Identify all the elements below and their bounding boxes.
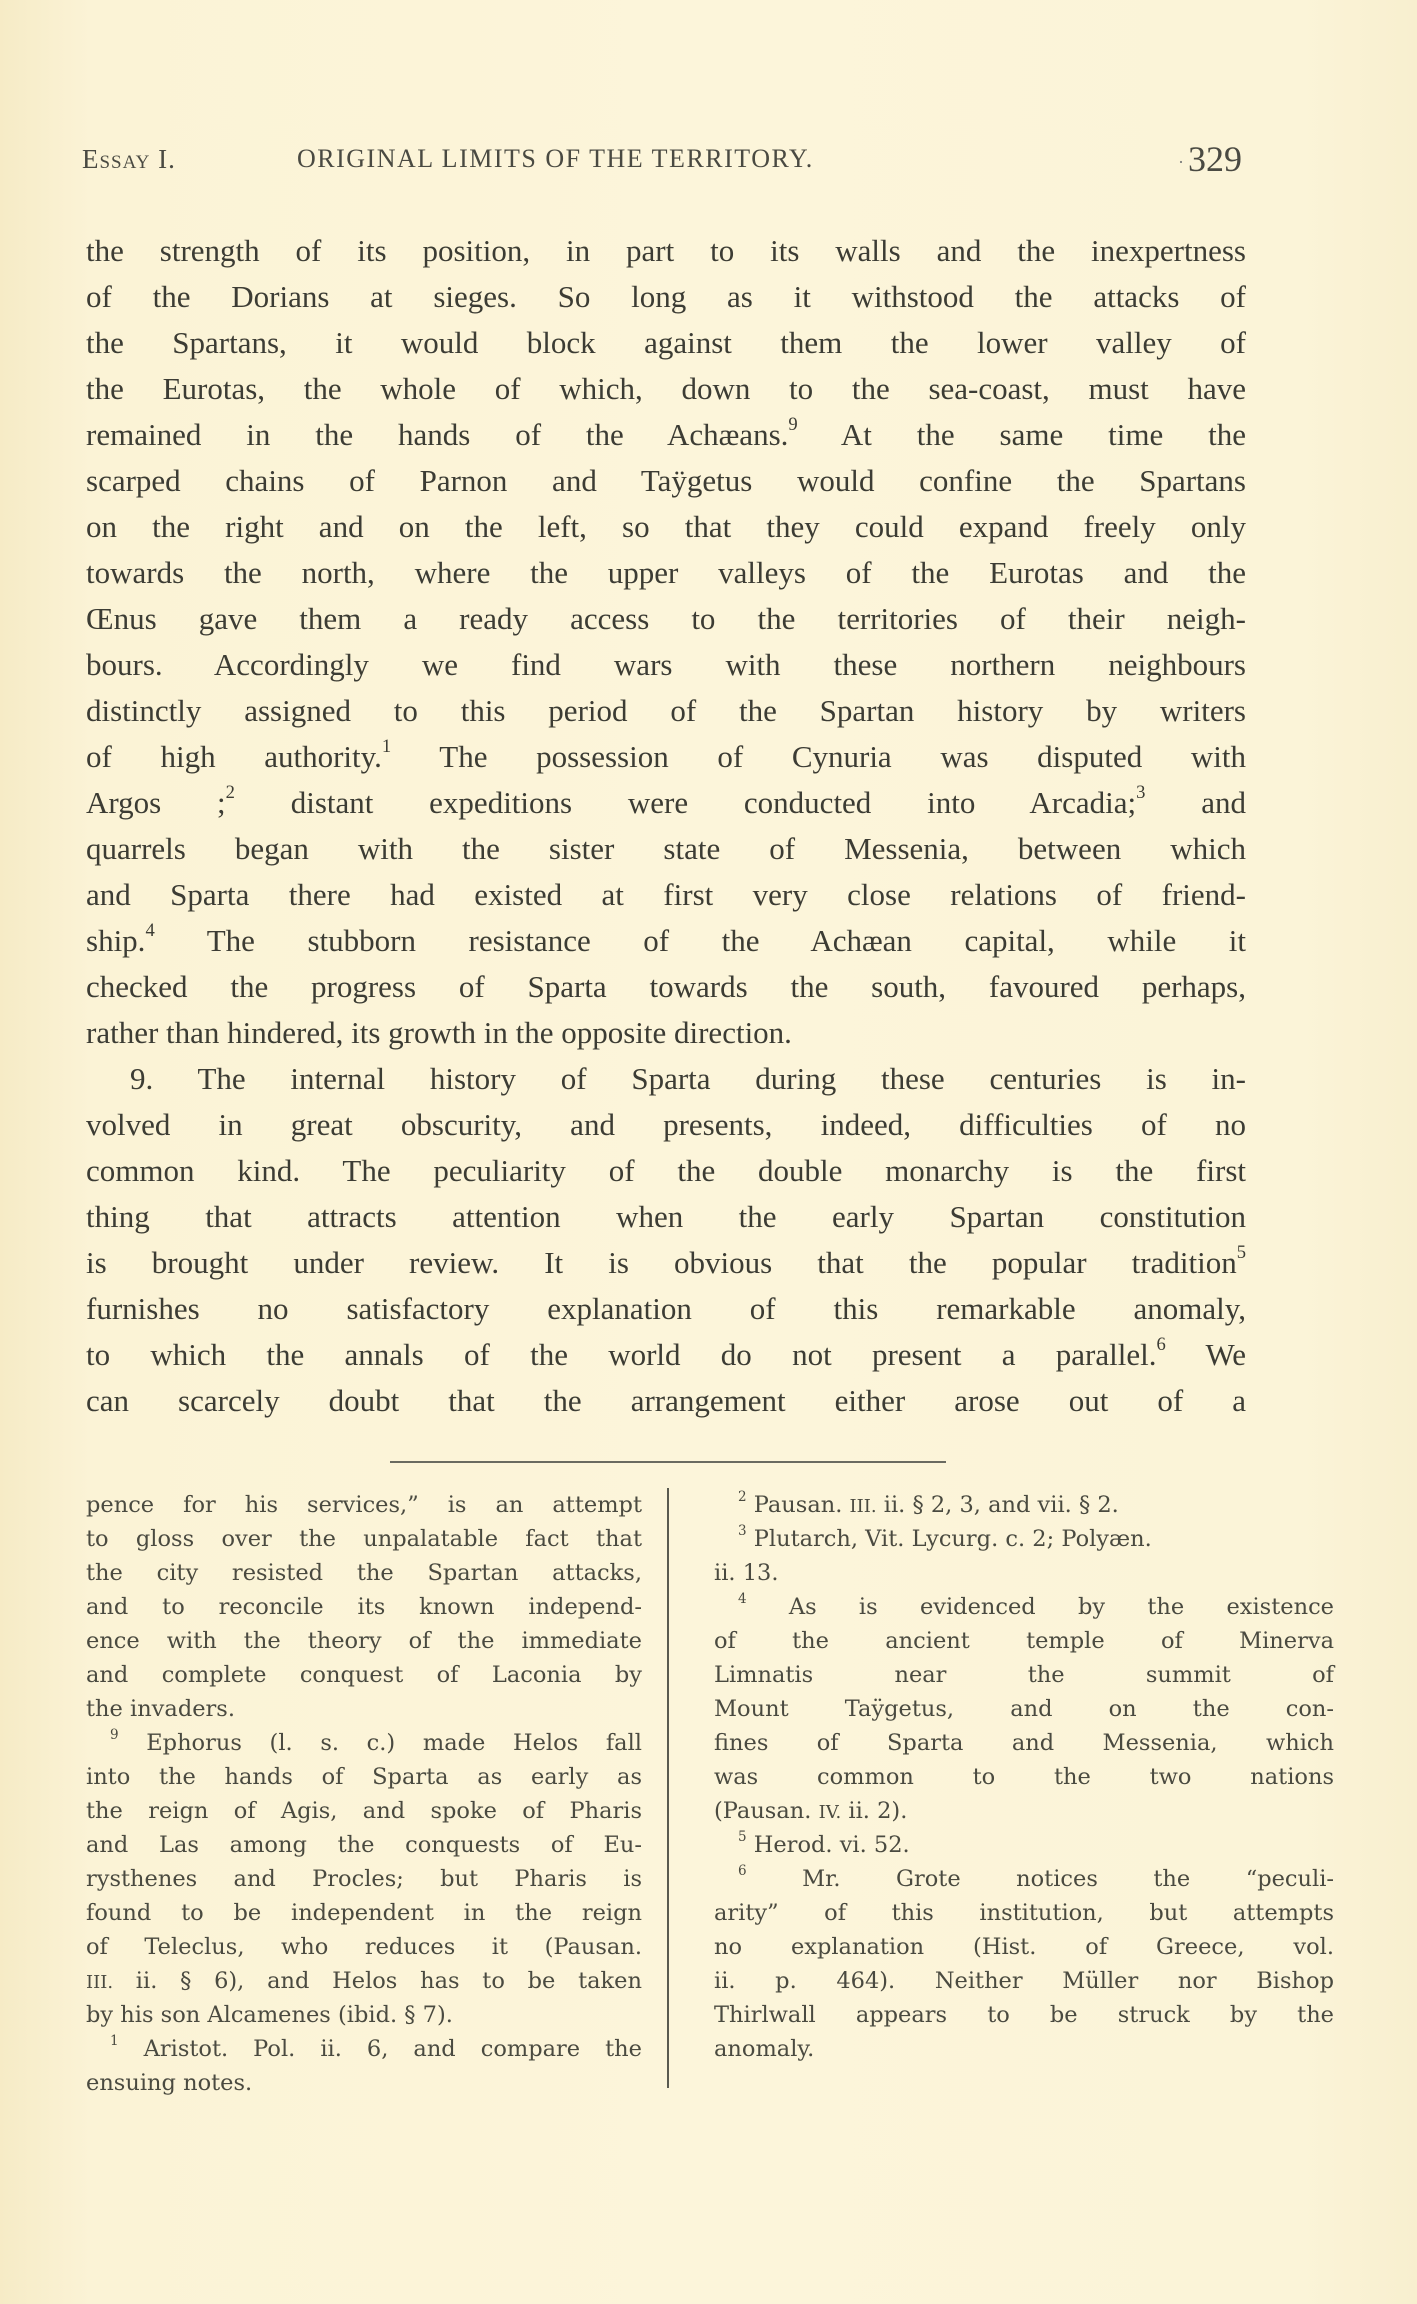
text-line: ship.$^4$ The stubborn resistance of the Achæan capital, while it (86, 920, 1246, 958)
footnote-line: was common to the two nations (714, 1764, 1334, 1790)
footnote-line: arity” of this institution, but attempts (714, 1900, 1334, 1926)
text-line: 9. The internal history of Sparta during these centuries is in- (130, 1061, 1246, 1096)
column-divider (667, 1488, 669, 2088)
page-number (1178, 138, 1242, 180)
footnote-marker: 3 (738, 1523, 747, 1540)
text-line: of the Dorians at sieges. So long as it withstood the attacks of (86, 279, 1246, 314)
text-line: and Sparta there had existed at first very close relations of friend- (86, 877, 1246, 912)
text-line: the Spartans, it would block against them the lower valley of (86, 325, 1246, 360)
footnote-line: ensuing notes. (86, 2070, 253, 2096)
text-line: remained in the hands of the Achæans.$^9$ At the same time the (86, 414, 1246, 452)
text-line: the Eurotas, the whole of which, down to the sea-coast, must have (86, 371, 1246, 406)
footnote-marker: 6 (738, 1863, 747, 1880)
footnote-start: $^2$ Pausan. III. ii. § 2, 3, and vii. § 2. (738, 1489, 1119, 1518)
footnote-ref: 1 (381, 736, 392, 758)
text-line: is brought under review. It is obvious that the popular tradition$^5$ (86, 1242, 1246, 1280)
footnote-line: and to reconcile its known independ- (86, 1594, 642, 1620)
footnote-line: Mount Taÿgetus, and on the con- (714, 1696, 1334, 1722)
footnote-start: $^9$ Ephorus (l. s. c.) made Helos fall (110, 1727, 642, 1756)
text-line: volved in great obscurity, and presents, indeed, difficulties of no (86, 1107, 1246, 1142)
footnote-start: $^4$ As is evidenced by the existence (738, 1591, 1334, 1620)
text-line: distinctly assigned to this period of the Spartan history by writers (86, 693, 1246, 728)
footnote-line: and Las among the conquests of Eu- (86, 1832, 642, 1858)
footnote-column-right (714, 1488, 1334, 2066)
footnote-line: to gloss over the unpalatable fact that (86, 1526, 642, 1552)
page-number-value: 329 (1188, 139, 1242, 179)
footnote-line: rysthenes and Procles; but Pharis is (86, 1866, 642, 1892)
footnote-line: no explanation (Hist. of Greece, vol. (714, 1934, 1334, 1960)
footnote-marker: 1 (110, 2033, 119, 2050)
footnote-line: (Pausan. IV. ii. 2). (714, 1798, 908, 1824)
footnotes (86, 1488, 1334, 2108)
footnote-marker: 9 (110, 1727, 119, 1744)
footnote-ref: 6 (1156, 1334, 1166, 1356)
text-line: the strength of its position, in part to its walls and the inexpertness (86, 233, 1246, 268)
footnote-start: $^3$ Plutarch, Vit. Lycurg. c. 2; Polyæn. (738, 1523, 1152, 1552)
text-line: bours. Accordingly we find wars with these northern neighbours (86, 647, 1246, 682)
text-line: on the right and on the left, so that they could expand freely only (86, 509, 1246, 544)
footnote-line: Limnatis near the summit of (714, 1662, 1334, 1688)
footnote-line: the invaders. (86, 1696, 235, 1722)
text-line: Œnus gave them a ready access to the territories of their neigh- (86, 601, 1246, 636)
footnote-line: ii. 13. (714, 1560, 779, 1586)
footnote-line: of the ancient temple of Minerva (714, 1628, 1334, 1654)
text-line: rather than hindered, its growth in the opposite direction. (86, 1015, 792, 1050)
chapter-title: ORIGINAL LIMITS OF THE TERRITORY. (297, 144, 814, 173)
footnote-line: III. ii. § 6), and Helos has to be taken (86, 1968, 642, 1994)
dot-mark-icon: · (1178, 152, 1184, 173)
footnote-ref: 2 (225, 782, 235, 804)
text-line: quarrels began with the sister state of Messenia, between which (86, 831, 1246, 866)
footnote-line: ence with the theory of the immediate (86, 1628, 642, 1654)
footnote-line: by his son Alcamenes (ibid. § 7). (86, 2002, 453, 2028)
footnote-ref: 5 (1236, 1242, 1246, 1264)
footnote-line: the city resisted the Spartan attacks, (86, 1560, 642, 1586)
text-line: furnishes no satisfactory explanation of this remarkable anomaly, (86, 1291, 1246, 1326)
footnote-line: found to be independent in the reign (86, 1900, 642, 1926)
footnote-line: pence for his services,” is an attempt (86, 1492, 642, 1518)
footnote-separator-rule (390, 1461, 946, 1463)
footnote-start: $^5$ Herod. vi. 52. (738, 1829, 910, 1858)
footnote-line: anomaly. (714, 2036, 815, 2062)
footnote-line: Thirlwall appears to be struck by the (714, 2002, 1334, 2028)
text-line: towards the north, where the upper valleys of the Eurotas and the (86, 555, 1246, 590)
footnote-marker: 5 (738, 1829, 747, 1846)
running-header (82, 140, 1242, 180)
footnote-column-left (86, 1488, 642, 2100)
text-line: checked the progress of Sparta towards the south, favoured perhaps, (86, 969, 1246, 1004)
footnote-start: $^1$ Aristot. Pol. ii. 6, and compare the (110, 2033, 642, 2062)
footnote-line: and complete conquest of Laconia by (86, 1662, 642, 1688)
footnote-line: into the hands of Sparta as early as (86, 1764, 642, 1790)
footnote-line: ii. p. 464). Neither Müller nor Bishop (714, 1968, 1334, 1994)
text-line: Argos ;$^2$ distant expeditions were conducted into Arcadia;$^3$ and (86, 782, 1246, 820)
text-line: common kind. The peculiarity of the double monarchy is the first (86, 1153, 1246, 1188)
footnote-ref: 4 (145, 920, 155, 942)
section-label: Essay I. (82, 144, 176, 174)
footnote-start: $^6$ Mr. Grote notices the “peculi- (738, 1863, 1334, 1892)
footnote-ref: 3 (1136, 782, 1146, 804)
footnote-marker: 2 (738, 1489, 747, 1506)
footnote-marker: 4 (738, 1591, 747, 1608)
footnote-ref: 9 (788, 414, 798, 436)
footnote-line: the reign of Agis, and spoke of Pharis (86, 1798, 642, 1824)
footnote-line: fines of Sparta and Messenia, which (714, 1730, 1334, 1756)
text-line: to which the annals of the world do not present a parallel.$^6$ We (86, 1334, 1246, 1372)
text-line: can scarcely doubt that the arrangement either arose out of a (86, 1383, 1246, 1418)
text-line: of high authority.$^1$ The possession of Cynuria was disputed with (86, 736, 1246, 774)
text-line: thing that attracts attention when the early Spartan constitution (86, 1199, 1246, 1234)
footnote-line: of Teleclus, who reduces it (Pausan. (86, 1934, 642, 1960)
main-text (86, 228, 1246, 1424)
text-line: scarped chains of Parnon and Taÿgetus would confine the Spartans (86, 463, 1246, 498)
